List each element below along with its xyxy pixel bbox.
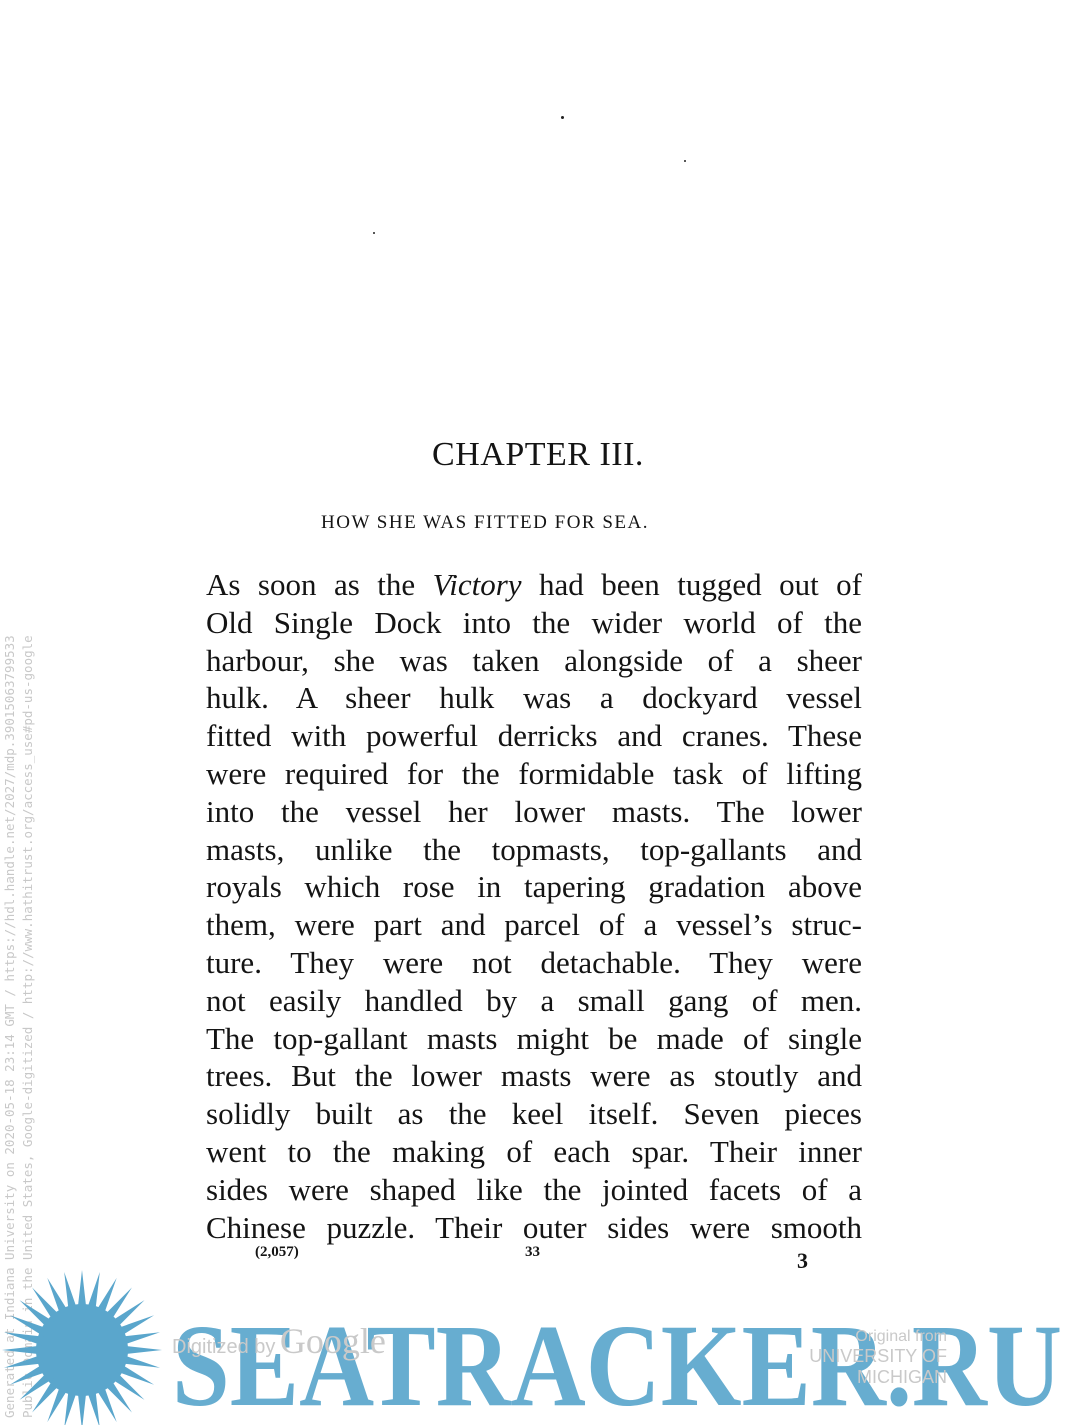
sun-burst-icon xyxy=(2,1270,162,1425)
body-line: fitted with powerful derricks and cranes. These xyxy=(206,718,862,754)
scan-speck xyxy=(561,116,564,119)
hathitrust-public-domain-line: Public Domain in the United States, Google-digitized / http://www.hathitrust.org/access_use#pd-us-google xyxy=(20,635,35,1418)
body-line: The top-gallant masts might be made of single xyxy=(206,1020,862,1056)
university-text: UNIVERSITY OF MICHIGAN xyxy=(809,1346,947,1387)
chapter-title xyxy=(0,436,1080,474)
body-text-run: had been tugged out of xyxy=(521,567,862,602)
body-line: went to the making of each spar. Their inner xyxy=(206,1133,862,1169)
body-line: into the vessel her lower masts. The lower xyxy=(206,793,862,829)
scan-speck xyxy=(373,232,375,234)
scan-speck xyxy=(684,160,686,162)
body-line: hulk. A sheer hulk was a dockyard vessel xyxy=(206,680,862,716)
body-line: Old Single Dock into the wider world of the xyxy=(206,604,862,640)
body-line: harbour, she was taken alongside of a sheer xyxy=(206,642,862,678)
chapter-subtitle: HOW SHE WAS FITTED FOR SEA. xyxy=(321,512,649,533)
page-number: 3 xyxy=(797,1248,808,1273)
body-line: ture. They were not detachable. They were xyxy=(206,944,862,980)
body-line: solidly built as the keel itself. Seven pieces xyxy=(206,1096,862,1132)
body-line: them, were part and parcel of a vessel’s struc- xyxy=(206,907,862,943)
original-from-mark xyxy=(717,1328,947,1388)
body-line: Chinese puzzle. Their outer sides were smooth xyxy=(206,1209,862,1245)
body-line: masts, unlike the topmasts, top-gallants and xyxy=(206,831,862,867)
hathitrust-watermark xyxy=(0,0,70,1425)
body-text-run: As soon as the xyxy=(206,567,433,602)
signature-mark: (2,057) xyxy=(255,1244,299,1260)
folio-number: 33 xyxy=(525,1244,540,1260)
body-line: trees. But the lower masts were as stoutly and xyxy=(206,1058,862,1094)
hathitrust-generated-line: Generated at Indiana University on 2020-05-18 23:14 GMT / https://hdl.handle.net/2027/mdp.39015063799533 xyxy=(2,635,17,1418)
digitized-by-text: Digitized by xyxy=(172,1336,276,1358)
body-line xyxy=(206,566,862,604)
body-line: royals which rose in tapering gradation above xyxy=(206,869,862,905)
chapter-title-text: CHAPTER III. xyxy=(432,436,644,473)
chapter-body xyxy=(206,566,862,1246)
google-logo-text: Google xyxy=(279,1321,386,1361)
ship-name-italic: Victory xyxy=(432,567,522,602)
seatracker-wordmark: SEATRACKER.RU xyxy=(172,1300,1062,1425)
google-digitized-mark xyxy=(172,1320,386,1362)
body-line: were required for the formidable task of lifting xyxy=(206,755,862,791)
original-from-text: Original from xyxy=(855,1328,947,1345)
body-line: sides were shaped like the jointed facets of a xyxy=(206,1171,862,1207)
body-line: not easily handled by a small gang of men. xyxy=(206,982,862,1018)
